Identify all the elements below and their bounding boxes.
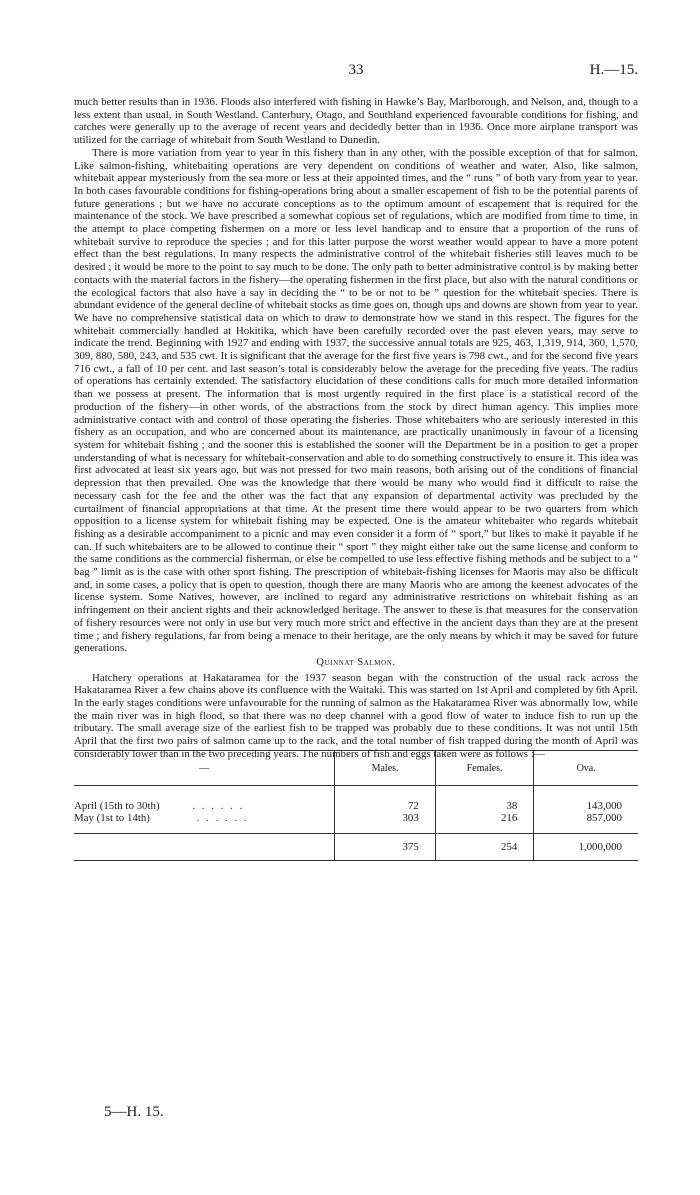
paragraph-whitebait: There is more variation from year to year in this fishery than in any other, with the possible exception of that for salmon. Like salmon-fishing, whitebaiting operations are very dependent on conditions of weather and water. Also, like salmon, whitebait appear mysteriously from the sea more or less at their appointed times, and the “ runs ” of both vary from year to year. In both cases favourable conditions for fishing-operations bring about a smaller escapement of fish to be the potential parents of future generations ; but we have no accurate conceptions as to the optimum amount of escapement that is required for the maintenance of the stock. We have prescribed a somewhat copious set of regulations, which are modified from time to time, in the attempt to place competing fishermen on a more or less level handicap and to ensure that a proportion of the runs of whitebait survive to reproduce the species ; and for this latter purpose the worst weather would appear to have a more potent effect than the best regulations. In many respects the administrative control of the whitebait fisheries still leaves much to be desired ; it would be more to the point to say much to be done. The only path to better administrative control is by making better contacts with the material factors in the fishery—the operating fishermen in the first place, but also with the natural conditions or the ecological factors that also have a say in deciding the “ to be or not to be ” question for the whitebait species. There is abundant evidence of the general decline of whitebait stocks as time goes on, though ups and downs are shown from year to year. We have no comprehensive statistical data on which to draw to demonstrate how we stand in this respect. The figures for the whitebait commercially handled at Hokitika, which have been carefully recorded over the past eleven years, may serve to indicate the trend. Beginning with 1927 and ending with 1937, the successive annual totals are 925, 463, 1,319, 914, 360, 1,570, 309, 880, 580, 243, and 535 cwt. It is significant that the average for the first five years is 798 cwt., and for the second five years 716 cwt., a fall of 10 per cent. and last season’s total is considerably below the average for the preceding five years. The radius of operations has certainly extended. The satisfactory elucidation of these conditions calls for much more detailed information than we possess at present. The information that is most urgently required in the first place is a statistical record of the production of the fishery—in other words, of the abstractions from the stock by direct human agency. This implies more administrative contact with and control of those operating the fisheries. Those whitebaiters who are seriously interested in this fishery as an occupation, and who are concerned about its maintenance, are practically unanimously in favour of a licensing system for whitebait fishing ; and the sooner this is established the sooner will the Department be in a position to get a proper understanding of what is necessary for whitebait-conservation and able to do something constructively to ensure it. This idea was first advocated at least six years ago, but was not pressed for two main reasons, both arising out of the conditions of financial depression that then prevailed. One was the knowledge that there would be many who would find it difficult to raise the necessary cash for the fee and the other was the fact that any expansion of departmental activity was precluded by the curtailment of financial appropriations at that time. At the present time there would appear to be two quarters from which opposition to a license system for whitebait fishing may be expected. One is the amateur whitebaiter who regards whitebait fishing as a desirable accompaniment to a picnic and may even consider it a form of “ sport,” but likes to make it payable if he can. If such whitebaiters are to be allowed to continue their “ sport ” they might either take out the same license and conform to the same conditions as the commercial fisherman, or else be compelled to use less effective fishing methods and be subject to a “ bag ” limit as is the case with other sport fishing. The prescription of whitebait-fishing licenses for Maoris may also be difficult and, in some cases, a policy that is open to question, though there are many Maoris who are among the keenest advocates of the license system. Some Natives, however, are inclined to regard any administrative restrictions on whitebait fishing as an infringement on their ancient rights and their acknowledged heritage. The answer to these is that measures for the conservation of fishery resources were not only in use but very much more strict and effective in the ancient days than they are at the present time ; and fishery regulations, far from being a menace to their heritage, are the only means by which it may be saved for future generations.: [74, 146, 638, 655]
table-header-males: Males.: [335, 751, 435, 786]
cell-females: 38: [435, 800, 534, 812]
paragraph-salmon: Hatchery operations at Hakataramea for the 1937 season began with the construction of the usual rack across the Hakataramea River a few chains above its confluence with the Waitaki. This was started on 1st April and completed by 6th April. In the early stages conditions were unfavourable for the running of salmon as the Hakataramea River was abnormally low, while the main river was in high flood, so that there was no deep channel with a good flow of water to induce fish to run up the tributary. The small average size of the earliest fish to be trapped was probably due to these conditions. It was not until 15th April that the first two pairs of salmon came up to the rack, and the total number of fish trapped during the month of April was considerably lower than in the two preceding years. The numbers of fish and eggs taken were as follows :—: [74, 671, 638, 760]
table-row: [74, 812, 638, 824]
cell-females: 216: [435, 812, 534, 824]
cell-males: 303: [335, 812, 435, 824]
leader-dots: . . . . . .: [192, 800, 245, 812]
section-heading: Quinnat Salmon.: [316, 656, 396, 668]
table-header-row: [74, 751, 638, 786]
table-row: [74, 800, 638, 812]
body-text: [74, 96, 638, 761]
row-period: May (1st to 14th): [74, 812, 150, 824]
cell-ova: 857,000: [534, 812, 638, 824]
table-total-row: [74, 834, 638, 861]
cell-ova: 143,000: [534, 800, 638, 812]
page-header: [74, 62, 638, 82]
table-header-females: Females.: [435, 751, 534, 786]
total-males: 375: [335, 834, 435, 861]
paragraph-continued: much better results than in 1936. Floods also interfered with fishing in Hawke’s Bay, Marlborough, and Nelson, and, though to a less extent than usual, in South Westland. Canterbury, Otago, and Southland experienced favourable conditions for fishing, and catches were generally up to the average of recent years and decidedly better than in 1936. Once more airplane transport was utilized for the carriage of whitebait from South Westland to Dunedin.: [74, 96, 638, 147]
total-ova: 1,000,000: [534, 834, 638, 861]
table-header-ova: Ova.: [534, 751, 638, 786]
document-reference: H.—15.: [589, 62, 638, 78]
footer-signature: 5—H. 15.: [104, 1104, 164, 1120]
total-females: 254: [435, 834, 534, 861]
cell-males: 72: [335, 800, 435, 812]
table-header-blank: —: [74, 751, 335, 786]
page-number: 33: [348, 62, 364, 78]
salmon-catch-table: [74, 750, 638, 861]
row-period: April (15th to 30th): [74, 800, 160, 812]
leader-dots: . . . . . .: [196, 812, 249, 824]
